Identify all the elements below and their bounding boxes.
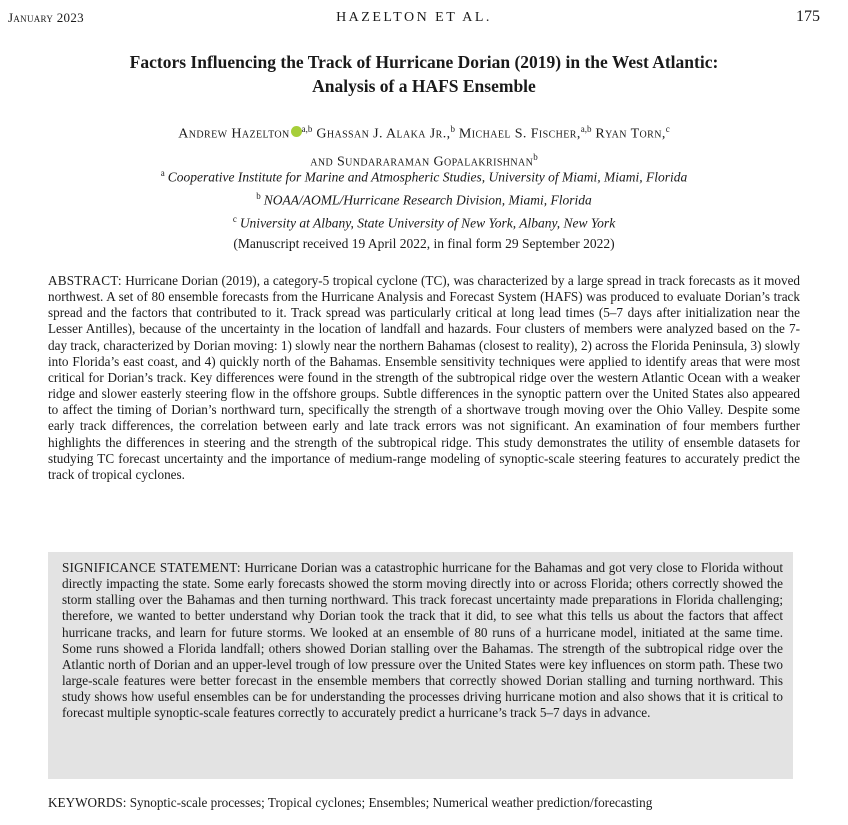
affiliation (40, 210, 808, 233)
issue-date: January 2023 (8, 10, 84, 25)
title-line-1: Factors Influencing the Track of Hurricane Dorian (2019) in the West Atlantic: (129, 52, 719, 72)
author-name: Ryan Torn, (595, 126, 666, 142)
keywords-label: KEYWORDS: (48, 795, 127, 810)
significance-label: SIGNIFICANCE STATEMENT: (62, 560, 241, 575)
author-affil-sup: a,b (580, 124, 592, 134)
abstract-label: ABSTRACT: (48, 273, 122, 288)
abstract (48, 273, 800, 483)
affiliation-text: Cooperative Institute for Marine and Atmospheric Studies, University of Miami, Miami, Florida (167, 169, 688, 185)
running-header (8, 8, 820, 28)
author-name: Ghassan J. Alaka Jr., (316, 126, 451, 142)
author-affil-sup: c (665, 124, 670, 134)
affiliation-sup: a (160, 168, 165, 178)
paper-title (40, 50, 808, 98)
author-name: Michael S. Fischer, (458, 126, 581, 142)
affiliation-text: University at Albany, State University of New York, Albany, New York (239, 215, 616, 231)
affiliation-sup: c (232, 214, 237, 224)
manuscript-dates: (Manuscript received 19 April 2022, in final form 29 September 2022) (233, 236, 615, 251)
affiliation (40, 187, 808, 210)
significance-statement-box (48, 552, 793, 779)
author-name: and Sundararaman Gopalakrishnan (310, 154, 534, 170)
author-affil-sup: b (533, 151, 538, 162)
page-number: 175 (796, 8, 820, 25)
title-line-2: Analysis of a HAFS Ensemble (312, 76, 536, 96)
affiliation-text: NOAA/AOML/Hurricane Research Division, Miami, Florida (263, 192, 592, 208)
running-authors: HAZELTON ET AL. (336, 10, 492, 25)
author-affil-sup: a,b (301, 124, 313, 134)
affiliation (40, 164, 808, 187)
keywords-text: Synoptic-scale processes; Tropical cyclones; Ensembles; Numerical weather prediction/forecasting (129, 795, 653, 810)
significance-text: Hurricane Dorian was a catastrophic hurricane for the Bahamas and got very close to Florida without directly impacting the state. Some early forecasts showed the storm moving directly into or across Florida; others correctly showed the storm stalling over the Bahamas and then turning northward. This track forecast uncertainty made preparations in Florida challenging; therefore, we wanted to better understand why Dorian took the track that it did, to see what this tells us about the factors that affect hurricane tracks, and learn for future storms. We looked at an ensemble of 80 runs of a hurricane model, initiated at the same time. Some runs showed a Florida landfall; others showed Dorian stalling over the Bahamas. The strength of the subtropical ridge over the Atlantic north of Dorian and an upper-level trough of low pressure over the United States were key influences on storm path. These two large-scale features were better forecast in the ensemble members that correctly showed Dorian stalling and turning northward. This study shows how useful ensembles can be for understanding the processes driving hurricane motion and also shows that it is critical to forecast multiple synoptic-scale features correctly to accurately predict a hurricane’s track 5–7 days in advance. (62, 560, 784, 721)
author-line-1 (40, 118, 808, 146)
orcid-icon[interactable] (291, 126, 302, 137)
affiliations (40, 164, 808, 233)
keywords (48, 795, 800, 811)
author-name: Andrew Hazelton (178, 126, 290, 142)
affiliation-sup: b (256, 191, 261, 201)
abstract-text: Hurricane Dorian (2019), a category-5 tropical cyclone (TC), was characterized by a large spread in track forecasts as it moved northwest. A set of 80 ensemble forecasts from the Hurricane Analysis and Forecast System (HAFS) was produced to evaluate Dorian’s track spread and the factors that contributed to it. Track spread was particularly critical at long lead times (5–7 days after initialization near the Lesser Antilles), because of the uncertainty in the location of landfall and hazards. Four clusters of members were analyzed based on the 7-day track, characterized by Dorian moving: 1) slowly near the northern Bahamas (closest to reality), 2) across the Florida Peninsula, 3) slowly into Florida’s east coast, and 4) quickly north of the Bahamas. Ensemble sensitivity techniques were applied to identify areas that were most critical for Dorian’s track. Key differences were found in the strength of the subtropical ridge over the western Atlantic Ocean with a weaker ridge and slower easterly steering flow in the offshore groups. Subtle differences in the synoptic pattern over the United States also appeared to affect the timing of Dorian’s northward turn, specifically the strength of a shortwave trough moving over the Ohio Valley. Despite some early track differences, the correlation between early and late track errors was not significant. An examination of four members further highlights the differences in steering and the strength of the subtropical ridge. This study demonstrates the utility of ensemble datasets for studying TC forecast uncertainty and the importance of medium-range modeling of synoptic-scale steering features to accurately predict the track of tropical cyclones. (48, 273, 801, 482)
author-affil-sup: b (450, 124, 456, 134)
